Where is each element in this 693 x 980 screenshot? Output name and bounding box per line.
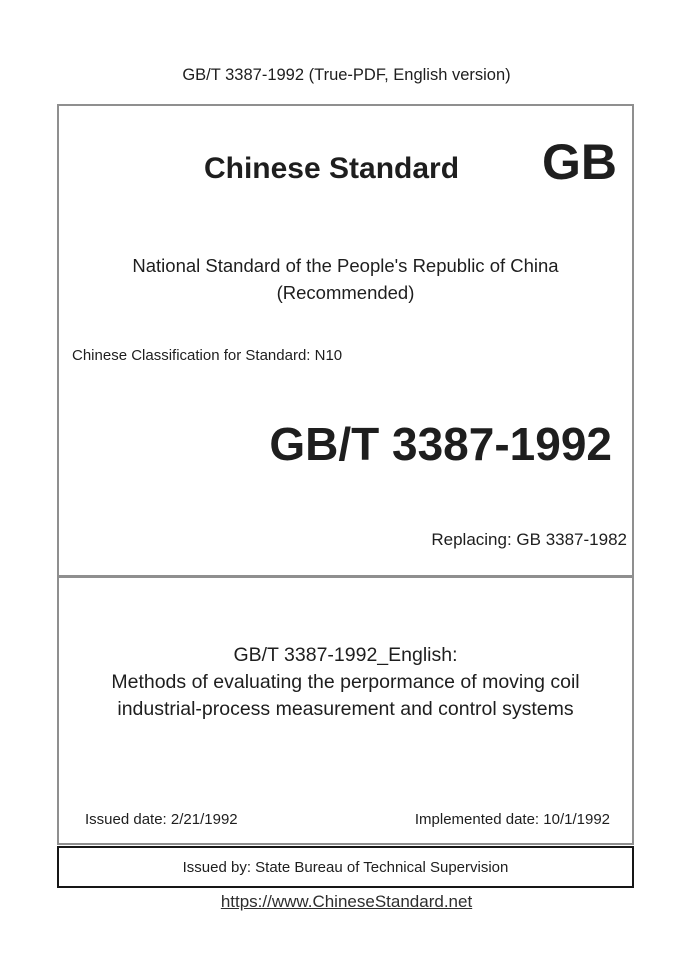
standard-number: GB/T 3387-1992	[269, 418, 612, 470]
national-standard-block	[59, 252, 632, 306]
footer-link[interactable]: https://www.ChineseStandard.net	[220, 892, 473, 911]
issuer-text: Issued by: State Bureau of Technical Supervision	[182, 858, 509, 876]
issuer-box	[57, 846, 634, 888]
title-line-english: GB/T 3387-1992_English:	[233, 644, 458, 666]
issued-date: Issued date: 2/21/1992	[85, 811, 238, 828]
national-standard-line: National Standard of the People's Republic of China	[132, 255, 559, 276]
cover-box	[57, 104, 634, 845]
classification-line: Chinese Classification for Standard: N10	[72, 347, 343, 364]
section-divider	[59, 575, 632, 578]
footer-link-row	[0, 892, 693, 912]
gb-logo: GB	[542, 134, 617, 190]
page-header-line: GB/T 3387-1992 (True-PDF, English version)	[182, 66, 511, 84]
recommended-line: (Recommended)	[276, 282, 415, 303]
title-line-1: Methods of evaluating the perpormance of moving coil	[111, 671, 580, 693]
dates-row	[85, 811, 610, 829]
implemented-date: Implemented date: 10/1/1992	[414, 811, 610, 828]
brand-title: Chinese Standard	[203, 152, 460, 185]
replacing-line: Replacing: GB 3387-1982	[431, 530, 627, 549]
standard-title-block	[59, 642, 632, 723]
title-line-2: industrial-process measurement and control systems	[117, 698, 574, 720]
